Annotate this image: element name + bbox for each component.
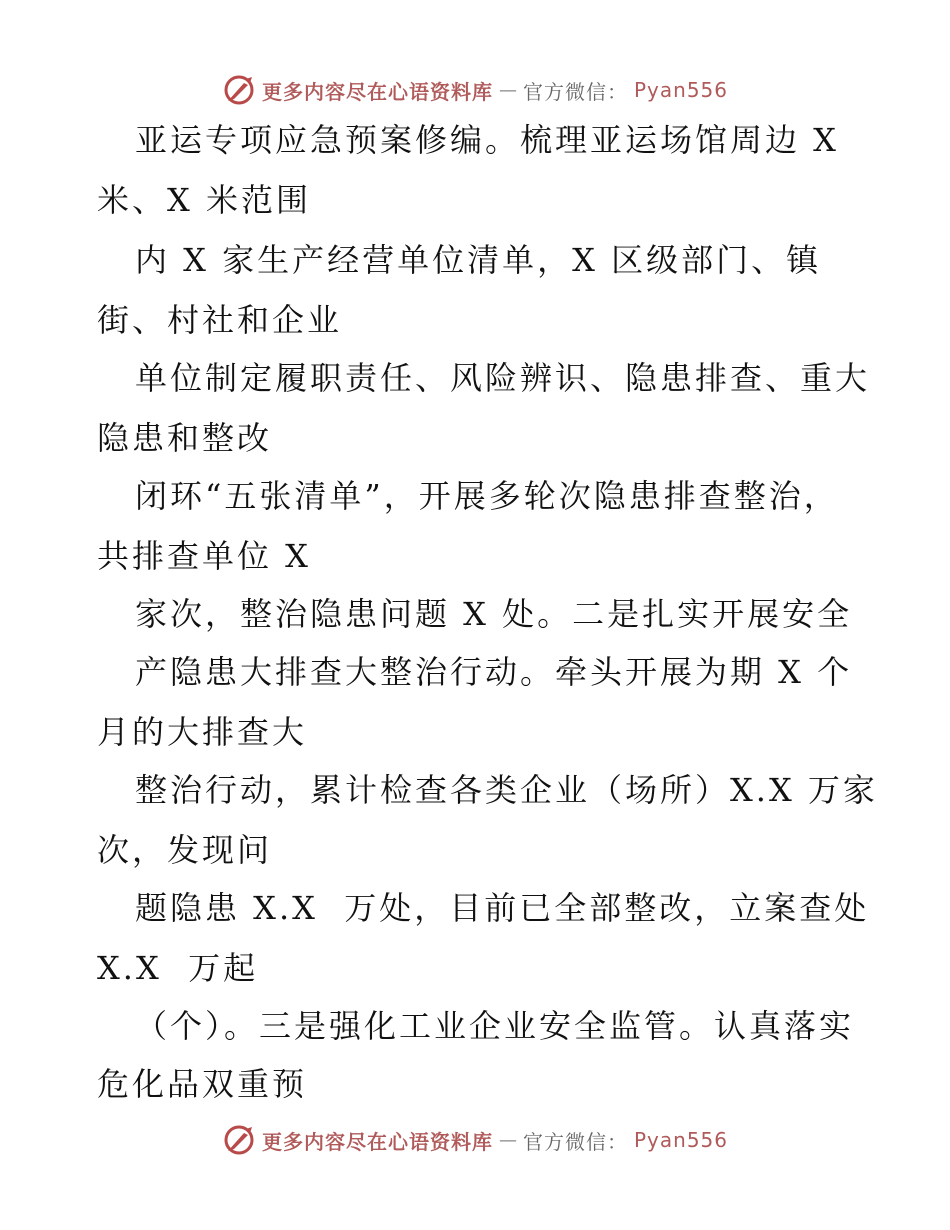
footer-separator: — [498, 1129, 517, 1151]
header-brand-text: 更多内容尽在心语资料库 [261, 79, 493, 104]
footer-brand-text: 更多内容尽在心语资料库 [261, 1129, 493, 1154]
text-line: 共排查单位 X [97, 537, 311, 575]
text-line: 题隐患 X.X 万处，目前已全部整改，立案查处 [135, 889, 870, 927]
text-line: 街、村社和企业 [97, 301, 343, 339]
text-line: 内 X 家生产经营单位清单，X 区级部门、镇 [135, 241, 822, 279]
text-line: 隐患和整改 [97, 419, 273, 457]
text-line: 单位制定履职责任、风险辨识、隐患排查、重大 [135, 359, 871, 397]
text-line: 闭环“五张清单”，开展多轮次隐患排查整治， [135, 477, 839, 515]
header-wechat-label: 官方微信： [522, 79, 628, 104]
text-line: 整治行动，累计检查各类企业（场所）X.X 万家 [135, 771, 878, 809]
text-line: X.X 万起 [97, 949, 259, 987]
text-line: 月的大排查大 [97, 713, 308, 751]
header-watermark [0, 70, 950, 110]
header-wechat-handle: Pyan556 [633, 78, 728, 102]
text-line: 亚运专项应急预案修编。梳理亚运场馆周边 X [135, 121, 839, 159]
text-line: 危化品双重预 [97, 1065, 308, 1103]
header-separator: — [498, 79, 517, 101]
footer-watermark [0, 1120, 950, 1160]
quill-logo-icon [222, 73, 256, 107]
footer-wechat-label: 官方微信： [522, 1129, 628, 1154]
text-line: （个）。三是强化工业企业安全监管。认真落实 [135, 1007, 855, 1045]
text-line: 次，发现问 [97, 831, 273, 869]
text-line: 产隐患大排查大整治行动。牵头开展为期 X 个 [135, 653, 853, 691]
footer-wechat-handle: Pyan556 [633, 1128, 728, 1152]
text-line: 家次，整治隐患问题 X 处。二是扎实开展安全 [135, 595, 853, 633]
text-line: 米、X 米范围 [97, 181, 311, 219]
quill-logo-icon [222, 1123, 256, 1157]
